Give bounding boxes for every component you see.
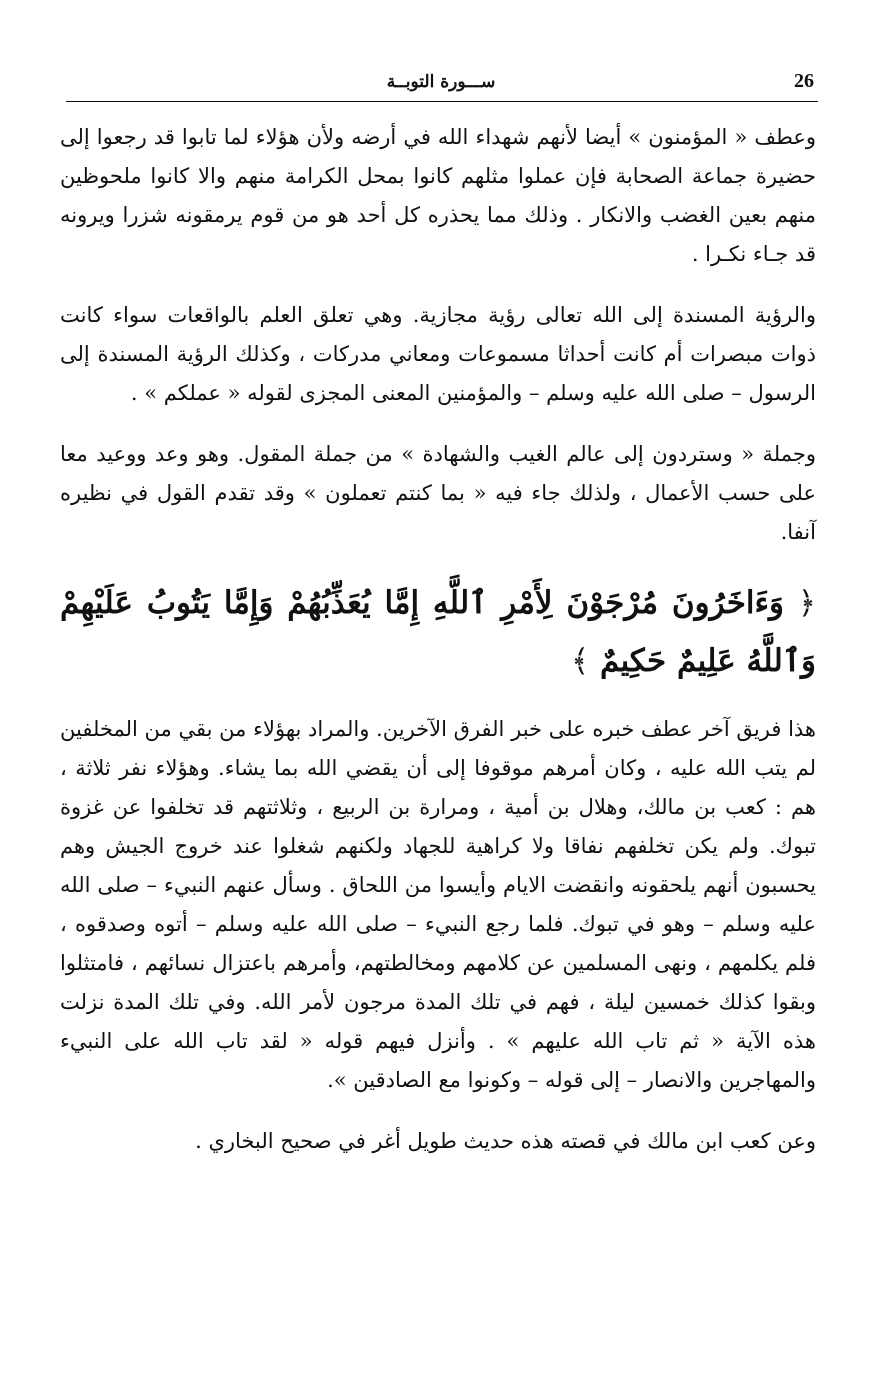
page-header bbox=[66, 68, 816, 102]
paragraph-5: وعن كعب ابن مالك في قصته هذه حديث طويل أغر في صحيح البخاري . bbox=[195, 1129, 816, 1153]
running-title: ســـورة التوبــة bbox=[386, 72, 496, 92]
page-body bbox=[60, 118, 816, 1183]
verse-text: وَءَاخَرُونَ مُرْجَوْنَ لِأَمْرِ ٱللَّهِ إِمَّا يُعَذِّبُهُمْ وَإِمَّا يَتُوبُ عَلَيْهِمْ وَٱللَّهُ عَلِيمٌ حَكِيمٌ bbox=[60, 585, 816, 679]
verse-close-bracket: ﴾ bbox=[570, 643, 590, 679]
paragraph-2: والرؤية المسندة إلى الله تعالى رؤية مجازية. وهي تعلق العلم بالواقعات سواء كانت ذوات مبصرات أم كانت أحداثا مسموعات ومعاني مدركات ، وكذلك الرؤية المسندة إلى الرسول – صلى الله عليه وسلم – والمؤمنين المعنى المجزى لقوله « عملكم » . bbox=[60, 303, 816, 405]
quran-verse bbox=[60, 574, 816, 690]
paragraph-4: هذا فريق آخر عطف خبره على خبر الفرق الآخرين. والمراد بهؤلاء من بقي من المخلفين لم يتب الله عليه ، وكان أمرهم موقوفا إلى أن يقضي الله بما يشاء. وهؤلاء نفر ثلاثة ، هم : كعب بن مالك، وهلال بن أمية ، ومرارة بن الربيع ، وثلاثتهم قد تخلفوا عن غزوة تبوك. ولم يكن تخلفهم نفاقا ولا كراهية للجهاد ولكنهم شغلوا عند خروج الجيش وهم يحسبون أنهم يلحقونه وانقضت الايام وأيسوا من اللحاق . وسأل عنهم النبيء – صلى الله عليه وسلم – وهو في تبوك. فلما رجع النبيء – صلى الله عليه وسلم – أتوه وصدقوه ، فلم يكلمهم ، ونهى المسلمين عن كلامهم ومخالطتهم، وأمرهم باعتزال نسائهم ، فامتثلوا وبقوا كذلك خمسين ليلة ، فهم في تلك المدة مرجون لأمر الله. وفي تلك المدة نزلت هذه الآية « ثم تاب الله عليهم » . وأنزل فيهم قوله « لقد تاب الله على النبيء والمهاجرين والانصار – إلى قوله – وكونوا مع الصادقين ». bbox=[60, 717, 817, 1092]
header-divider bbox=[66, 101, 818, 102]
paragraph-3: وجملة « وستردون إلى عالم الغيب والشهادة » من جملة المقول. وهو وعد ووعيد معا على حسب الأعمال ، ولذلك جاء فيه « بما كنتم تعملون » وقد تقدم القول في نظيره آنفا. bbox=[60, 442, 816, 544]
page-number: 26 bbox=[794, 70, 814, 92]
paragraph-1: وعطف « المؤمنون » أيضا لأنهم شهداء الله في أرضه ولأن هؤلاء لما تابوا قد رجعوا إلى حضيرة جماعة الصحابة فإن عملوا مثلهم كانوا بمحل الكرامة منهم والا كانوا ملحوظين منهم بعين الغضب والانكار . وذلك مما يحذره كل أحد هو من قوم يرمقونه شزرا ويرونه قد جـاء نكـرا . bbox=[60, 125, 816, 266]
verse-open-bracket: ﴿ bbox=[797, 585, 817, 621]
